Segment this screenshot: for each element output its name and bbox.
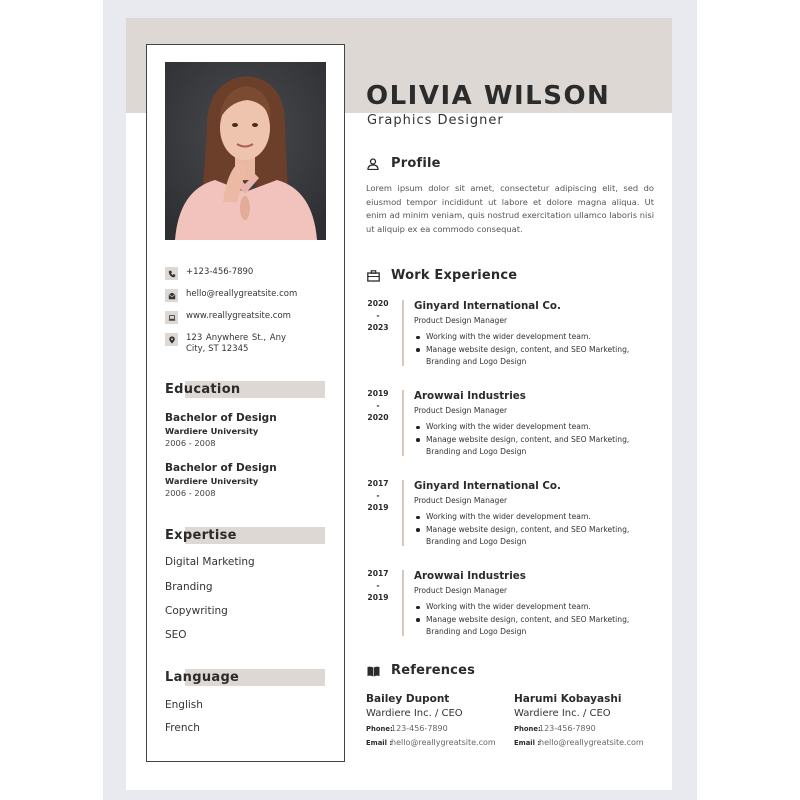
- phone-text: +123-456-7890: [186, 267, 254, 277]
- profile-text: Lorem ipsum dolor sit amet, consectetur adipiscing elit, sed do eiusmod tempor incididunt ut labore et dolore magna aliqua. Ut enim ad minim veniam, quis nostrud exercitation ullamco laboris nisi ut aliquip ex ea commodo consequat.: [366, 183, 654, 234]
- contact-website: [165, 311, 306, 324]
- briefcase-icon: [366, 269, 380, 283]
- reference-email: Email :hello@reallygreatsite.com: [366, 738, 496, 747]
- job-entry: [414, 389, 654, 459]
- user-icon: [366, 157, 380, 171]
- company: Arowwai Industries: [414, 390, 526, 402]
- expertise-item: SEO: [165, 629, 187, 641]
- job-bullet: Manage website design, content, and SEO Marketing, Branding and Logo Design: [414, 614, 654, 639]
- language-heading: Language: [165, 669, 325, 686]
- role: Product Design Manager: [414, 316, 508, 325]
- book-icon: [366, 664, 380, 678]
- language-item: English: [165, 699, 203, 711]
- degree: Bachelor of Design: [165, 412, 277, 424]
- contact-phone: [165, 267, 306, 280]
- references-heading: References: [366, 663, 475, 679]
- resume-page: [126, 18, 672, 790]
- role: Product Design Manager: [414, 406, 508, 415]
- contact-address: [165, 333, 286, 355]
- job-bullet: Working with the wider development team.: [414, 511, 654, 524]
- school: Wardiere University: [165, 426, 259, 436]
- timeline-bar: [402, 570, 404, 636]
- job-bullet: Manage website design, content, and SEO Marketing, Branding and Logo Design: [414, 344, 654, 369]
- job-years: 2020 - 2023: [367, 299, 389, 332]
- reference-phone: Phone:123-456-7890: [366, 724, 448, 733]
- degree: Bachelor of Design: [165, 462, 277, 474]
- reference-name: Bailey Dupont: [366, 693, 450, 705]
- timeline-bar: [402, 480, 404, 546]
- reference-phone: Phone:123-456-7890: [514, 724, 596, 733]
- address-text: 123 Anywhere St., Any City, ST 12345: [186, 333, 286, 354]
- expertise-item: Branding: [165, 581, 213, 593]
- reference-org: Wardiere Inc. / CEO: [366, 708, 463, 719]
- job-entry: [414, 479, 654, 549]
- envelope-icon: [165, 289, 178, 302]
- job-entry: [414, 569, 654, 639]
- language-item: French: [165, 722, 200, 734]
- reference-name: Harumi Kobayashi: [514, 693, 622, 705]
- timeline-bar: [402, 390, 404, 456]
- job-bullet: Working with the wider development team.: [414, 331, 654, 344]
- job-years: 2019 - 2020: [367, 389, 389, 422]
- reference-entry: [514, 692, 664, 749]
- education-heading: Education: [165, 381, 325, 398]
- reference-org: Wardiere Inc. / CEO: [514, 708, 611, 719]
- job-bullet: Working with the wider development team.: [414, 601, 654, 614]
- years: 2006 - 2008: [165, 488, 216, 498]
- job-years: 2017 - 2019: [367, 569, 389, 602]
- expertise-heading: Expertise: [165, 527, 325, 544]
- profile-heading: Profile: [366, 156, 441, 172]
- company: Ginyard International Co.: [414, 300, 561, 312]
- reference-email: Email :hello@reallygreatsite.com: [514, 738, 644, 747]
- reference-entry: [366, 692, 516, 749]
- job-entry: [414, 299, 654, 369]
- school: Wardiere University: [165, 476, 259, 486]
- contact-email: [165, 289, 306, 302]
- years: 2006 - 2008: [165, 438, 216, 448]
- profile-photo: [165, 62, 326, 240]
- candidate-title: Graphics Designer: [367, 113, 504, 128]
- email-text: hello@reallygreatsite.com: [186, 289, 298, 299]
- experience-heading: Work Experience: [366, 268, 517, 284]
- expertise-item: Digital Marketing: [165, 556, 255, 568]
- laptop-icon: [165, 311, 178, 324]
- map-pin-icon: [165, 333, 178, 346]
- company: Ginyard International Co.: [414, 480, 561, 492]
- role: Product Design Manager: [414, 496, 508, 505]
- website-text: www.reallygreatsite.com: [186, 311, 291, 321]
- expertise-item: Copywriting: [165, 605, 228, 617]
- job-years: 2017 - 2019: [367, 479, 389, 512]
- role: Product Design Manager: [414, 586, 508, 595]
- candidate-name: OLIVIA WILSON: [366, 81, 611, 111]
- job-bullet: Manage website design, content, and SEO Marketing, Branding and Logo Design: [414, 524, 654, 549]
- company: Arowwai Industries: [414, 570, 526, 582]
- phone-icon: [165, 267, 178, 280]
- job-bullet: Manage website design, content, and SEO Marketing, Branding and Logo Design: [414, 434, 654, 459]
- job-bullet: Working with the wider development team.: [414, 421, 654, 434]
- education-entry-2: [165, 461, 277, 499]
- timeline-bar: [402, 300, 404, 366]
- education-entry-1: [165, 411, 277, 449]
